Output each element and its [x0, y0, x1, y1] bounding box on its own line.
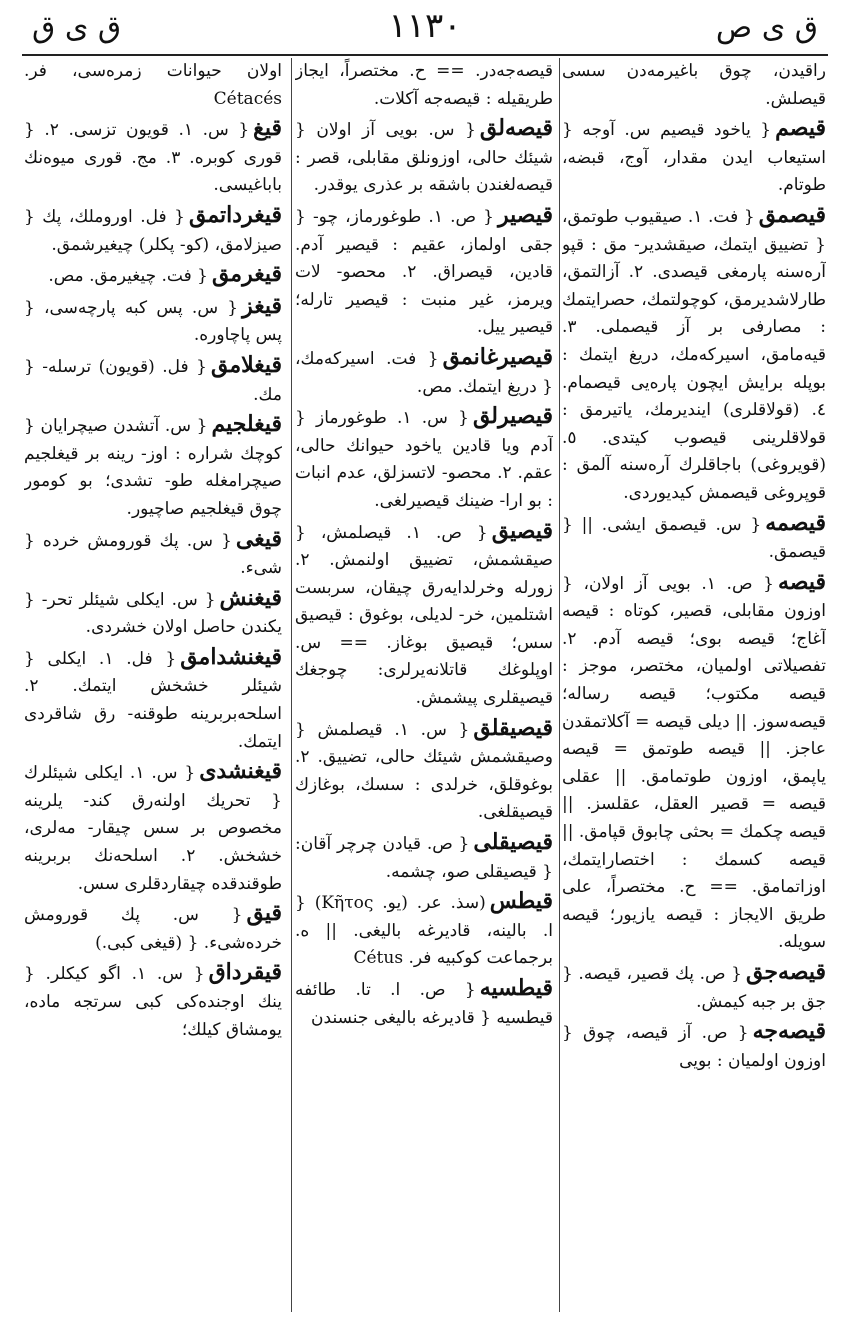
entry-definition: اولان حیوانات زمرەسی، فر. Cétacés [24, 61, 282, 109]
entry-definition: { فل. اوروملك، پك { صیزلامق، (کو- پکلر) چیغیرشمق. [24, 206, 282, 255]
dictionary-entry [562, 569, 826, 957]
dictionary-entry [295, 115, 553, 200]
entry-headword: قیصیق [491, 517, 553, 544]
entry-headword: قیغی [235, 525, 282, 552]
entry-definition: { س. ١. طوغورماز { آدم ویا قادین یاخود حیوانك حالی، عقم. ٢. محصو- لاتسزلق، عدم انبات : بو ارا- ضینك قیصیرلغی. [295, 408, 553, 511]
entry-headword: قیغلجیم [211, 411, 282, 438]
entry-definition: (سذ. عر. (یو. Κῆτος) { ا. بالینە، قادیرغە بالیغی. || ه. برجماعت کوکبیە فر. Cétus [295, 893, 553, 969]
dictionary-entry [24, 526, 282, 583]
entry-definition: { ص. پك قصیر، قیصە. { جق بر جبە کیمش. [562, 964, 826, 1012]
entry-definition: { س. ١. ایکلی شیئلرك { تحریك اولنەرق کند- یلرینە مخصوص بر سس چیقار- مەلری، خشخش. ٢. اسلحەنك بربرینە طوقندقدە چیقاردقلری سس. [24, 763, 282, 894]
dictionary-entry [295, 518, 553, 713]
dictionary-entry [562, 1018, 826, 1075]
dictionary-entry [295, 829, 553, 886]
entry-headword: قیغنشدامق [180, 643, 282, 670]
dictionary-entry [24, 115, 282, 200]
entry-headword: قیصم [775, 115, 826, 142]
entry-definition: { س. پس کبە پارچەسی، { پس پاچاورە. [24, 297, 282, 346]
entry-definition: { س. پك قورومش خردەشیء. { (قیغی کبی.) [24, 905, 282, 953]
column-divider [291, 58, 292, 1312]
dictionary-entry [295, 975, 553, 1032]
dictionary-entry [562, 510, 826, 567]
entry-headword: قیصەلق [479, 115, 553, 142]
entry-definition: { فت. چیغیرمق. مص. [48, 266, 208, 287]
dictionary-entry [24, 758, 282, 898]
entry-headword: قیطسیە [479, 975, 553, 1001]
entry-definition: { فل. (قویون) ترسلە- { مك. [24, 356, 282, 405]
entry-headword: قیصیر [497, 201, 553, 228]
dictionary-entry [295, 58, 553, 113]
entry-headword: قیصمە [765, 509, 826, 536]
dictionary-entry [295, 344, 553, 401]
entry-definition: { فل. ١. ایکلی { شیئلر خشخش ایتمك. ٢. اسلحەبربرینە طوقنە- رق شاقردی ایتمك. [24, 648, 282, 752]
entry-definition: { ص. ا. تا. طائفە قیطسیە { قادیرغە بالیغی جنسندن [295, 980, 553, 1028]
entry-headword: قیق [246, 900, 282, 927]
entry-headword: قیصمق [758, 201, 826, 228]
entry-headword: قیصیرلق [472, 403, 553, 430]
entry-definition: { س. ١. قیصلمش { وصیقشمش شیئك حالی، تضییق. ٢. بوغوقلق، خرلدی : سسك، بوغازك قیصیقلغی. [295, 719, 553, 823]
entry-definition: { یاخود قیصیم س. آوجە { استیعاب ایدن مقدار، آوج، قبضە، طوتام. [562, 120, 826, 196]
entry-definition: { س. ایکلی شیئلر تحر- { یکندن حاصل اولان خشردی. [24, 589, 282, 638]
dictionary-entry [295, 715, 553, 827]
dictionary-entry [24, 352, 282, 409]
entry-definition: { س. آتشدن صیچرایان { کوچك شرارە : اوز- رینە بر قیغلجیم صیچرامغلە طو- تشدی؛ بو کومور چوق قیغلجیم صاچیور. [24, 416, 282, 519]
entry-definition: قیصەجەدر. == ح. مختصراً، ایجاز طریقیلە : قیصەجە آکلات. [295, 61, 553, 109]
dictionary-entry [24, 959, 282, 1044]
dictionary-entry [24, 644, 282, 756]
dictionary-entry [24, 261, 282, 291]
entry-headword: قیصەجق [746, 959, 826, 985]
dictionary-entry [295, 403, 553, 515]
dictionary-entry [24, 411, 282, 523]
dictionary-entry [562, 202, 826, 508]
column-divider [559, 58, 560, 1312]
dictionary-entry [562, 959, 826, 1016]
entry-definition: { س. ١. قویون تزسی. ٢. { قوری کوبرە. ٣. مج. قوری میوەنك باباغیسی. [24, 120, 282, 196]
entry-definition: { س. ١. اگو کیکلر. { ینك اوجندەکی کبی سرتجە مادە، یومشاق کیلك؛ [24, 964, 282, 1040]
dictionary-entry [24, 585, 282, 642]
entry-definition: { ص. ١. قیصلمش، { صیقشمش، تضییق اولنمش. ٢. زورلە وخرلدایەرق چیقان، سربست اشتلمین، خر- لدیلی، بوغوق : قیصیق سس؛ قیصیق بوغاز. == س. اوپلوغك قاتلانەیرلری: چوجغك قیصیقلری پیشمش. [295, 522, 553, 709]
entry-headword: قیصیقلق [473, 714, 553, 741]
entry-definition: راقیدن، چوق باغیرمەدن سسی قیصلش. [562, 61, 826, 109]
entry-headword: قیغنش [219, 584, 282, 611]
dictionary-entry [562, 58, 826, 113]
dictionary-entry [24, 202, 282, 259]
entry-definition: { فت. ١. صیقیوب طوتمق، { تضییق ایتمك، صیقشدیر- مق : قپو آرەسنە پارمغی قیصدی. ٢. آزالتمق، طارلاشدیرمق، کوچولتمك، حصرایتمك : مصارفی بر آز قیصملی. ٣. قیەمامق، اسیرکەمك، دریغ ایتمك : بوپلە برایش ایچون پارەیی قیصمام. ٤. (قولاقلری) ایندیرمك، یاتیرمق : قولاقلرینی قیصوب کیتدی. ٥. (قویروغی) باجاقلرك آرەسنە آلمق : قوپروغی قیصمش کیدیوردی. [562, 206, 826, 503]
entry-headword: قیغرداتمق [188, 201, 282, 228]
dictionary-entry [24, 293, 282, 350]
entry-definition: { س. پك قورومش خردە { شیء. [24, 530, 282, 579]
entry-definition: { س. بویی آز اولان { شیئك حالی، اوزونلق مقابلی، قصر : قیصەلغندن باشقە بر عذری یوقدر. [295, 120, 553, 196]
entry-definition: { فت. اسیرکەمك، { دریغ ایتمك. مص. [295, 348, 553, 397]
page-header [24, 6, 826, 50]
entry-headword: قیقرداق [208, 959, 282, 986]
dictionary-entry [295, 202, 553, 342]
entry-headword: قیغنشدی [199, 758, 282, 785]
column-middle [295, 58, 553, 1312]
entry-headword: قیصیرغانمق [442, 343, 553, 370]
dictionary-entry [24, 58, 282, 113]
entry-headword: قیغرمق [211, 261, 282, 288]
entry-definition: { ص. آز قیصە، چوق { اوزون اولمیان : بویی [562, 1023, 826, 1071]
header-right-letters: ق ی ص [715, 10, 818, 45]
dictionary-entry [562, 115, 826, 200]
entry-headword: قیصیقلی [473, 829, 553, 856]
entry-headword: قیصە [777, 568, 826, 595]
header-rule [22, 54, 828, 56]
page-number: ١١٣٠ [388, 6, 462, 46]
entry-headword: قیطس [489, 888, 553, 915]
entry-headword: قیغلامق [210, 351, 282, 378]
column-right [562, 58, 826, 1312]
dictionary-entry [295, 888, 553, 973]
entry-headword: قیغز [242, 292, 282, 319]
entry-headword: قیغ [253, 115, 282, 142]
dictionary-entry [24, 900, 282, 957]
entry-definition: { ص. ١. طوغورماز، چو- { جقی اولماز، عقیم : قیصیر آدم. قادین، قیصراق. ٢. محصو- لات ویرمز، غیر منبت : قیصیر تارلە؛ قیصیر ییل. [295, 206, 553, 338]
entry-definition: { س. قیصمق ایشی. || { قیصمق. [562, 514, 826, 563]
entry-definition: { ص. ١. بویی آز اولان، { اوزون مقابلی، قصیر، کوتاه : قیصە آغاج؛ قیصە بوی؛ قیصە آدم. ٢. تفصیلاتی اولمیان، مختصر، موجز : قیصە مکتوب؛ قیصە رسالە؛ قیصەسوز. || دیلی قیصە = آکلاتمقدن عاجز. || قیصە طوتمق = قیصە یاپمق، اوزون طوتمامق. || عقلی قیصە = قصیر العقل، عقلسز. || قیصە چکمك = بحثی چابوق قپامق. || قیصە کسمك : اختصارایتمك، اوزاتمامق. == ح. مختصراً، علی طریق الایجاز : قیصە یازیور؛ قیصە سویلە. [562, 573, 826, 953]
header-left-letters: ق ی ق [32, 10, 122, 45]
entry-headword: قیصەجە [752, 1018, 826, 1045]
column-left [24, 58, 282, 1312]
entry-definition: { ص. قیادن چرچر آقان: { قیصیقلی صو، چشمە. [295, 834, 553, 882]
